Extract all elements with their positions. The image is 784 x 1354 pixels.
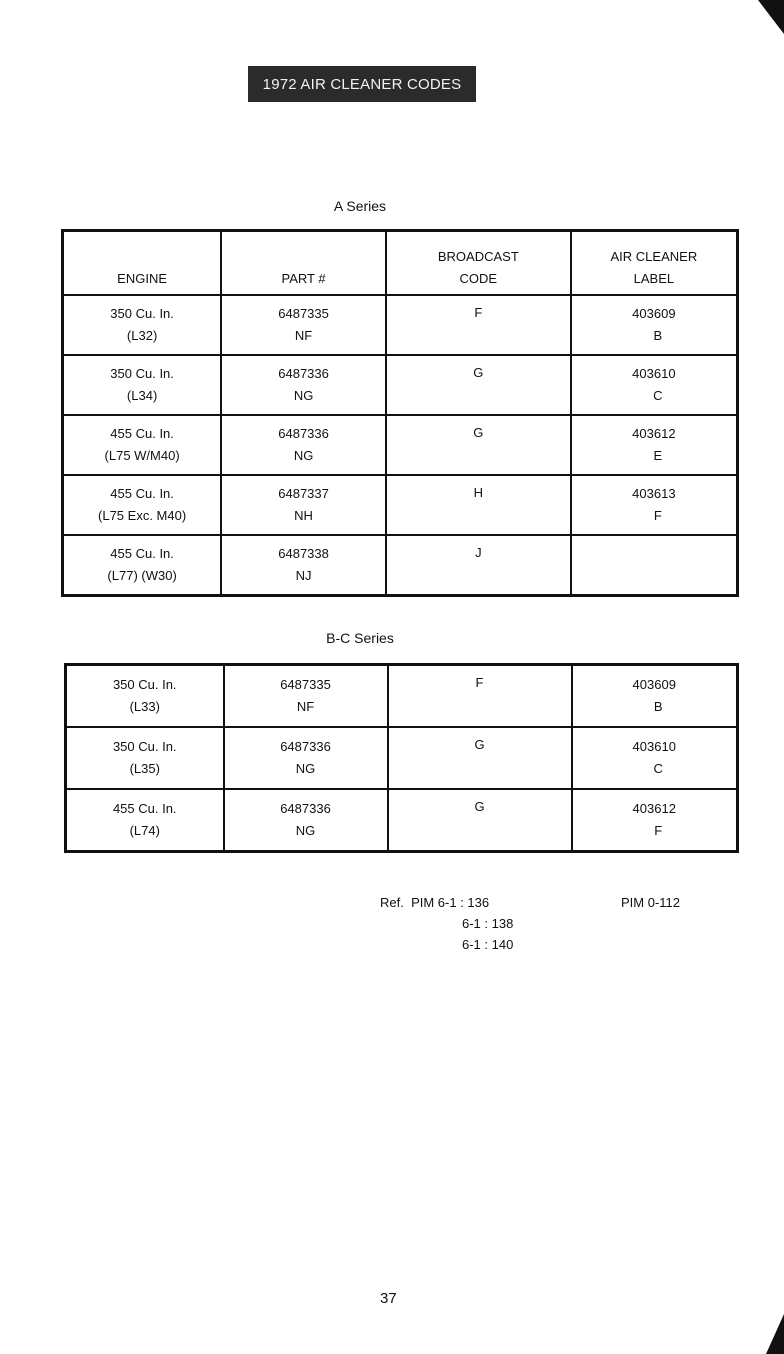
part-cell-line: 6487335	[280, 677, 331, 692]
bc-series-caption: B-C Series	[326, 630, 394, 646]
air-cleaner-label-cell-line: C	[653, 388, 663, 403]
air-cleaner-label-cell-line: 403612	[632, 426, 676, 441]
broadcast-code-cell-line: H	[473, 485, 484, 500]
engine-cell-line: (L75 W/M40)	[104, 448, 180, 463]
part-cell-line: NF	[296, 699, 315, 714]
engine-cell-line: 350 Cu. In.	[112, 739, 177, 754]
part-cell-line: NG	[293, 448, 314, 463]
table-row	[63, 355, 738, 415]
part-cell-line: NH	[294, 508, 313, 523]
broadcast-code-header-line2: CODE	[459, 271, 498, 286]
broadcast-code-cell-line: G	[474, 737, 485, 752]
engine-cell-line: 350 Cu. In.	[112, 677, 177, 692]
table-row	[63, 475, 738, 535]
air-cleaner-label-cell-line: B	[653, 328, 663, 343]
page-corner-bottom-right	[766, 1314, 784, 1354]
part-cell-line: NG	[293, 388, 314, 403]
reference-line: 6-1 : 138	[462, 916, 514, 931]
engine-header-text: ENGINE	[117, 271, 168, 286]
broadcast-code-cell-line: G	[474, 799, 485, 814]
engine-cell-line: 350 Cu. In.	[110, 366, 174, 381]
part-cell	[221, 535, 386, 596]
engine-cell	[63, 535, 222, 596]
engine-cell-line: (L75 Exc. M40)	[98, 508, 187, 523]
air-cleaner-label-cell	[572, 727, 738, 789]
air-cleaner-label-cell-line: F	[654, 823, 663, 838]
air-cleaner-label-header-line1: AIR CLEANER	[610, 249, 698, 264]
engine-cell	[66, 789, 224, 852]
page-corner-top-right	[758, 0, 784, 34]
part-cell-line: 6487336	[278, 426, 329, 441]
engine-cell-line: (L34)	[126, 388, 158, 403]
table-row	[66, 727, 738, 789]
air-cleaner-label-cell-line: E	[653, 448, 663, 463]
air-cleaner-label-cell-line: 403613	[632, 486, 676, 501]
broadcast-code-cell	[386, 355, 571, 415]
part-cell-line: 6487336	[280, 739, 331, 754]
part-cell	[221, 415, 386, 475]
part-header	[221, 231, 386, 296]
broadcast-code-cell-line: F	[474, 305, 483, 320]
air-cleaner-label-cell-line: 403610	[632, 366, 676, 381]
engine-cell-line: (L33)	[129, 699, 160, 714]
page-title: 1972 AIR CLEANER CODES	[248, 66, 476, 102]
air-cleaner-label-cell	[571, 475, 738, 535]
air-cleaner-label-cell-line: 403609	[632, 677, 676, 692]
reference-line: 6-1 : 140	[462, 937, 514, 952]
air-cleaner-label-cell-line: F	[653, 508, 662, 523]
part-cell	[221, 475, 386, 535]
part-cell-line: NF	[294, 328, 313, 343]
broadcast-code-cell-line: J	[475, 545, 482, 560]
broadcast-code-header	[386, 231, 571, 296]
bc-series-table	[64, 663, 739, 853]
air-cleaner-label-cell	[571, 535, 738, 596]
engine-header	[63, 231, 222, 296]
table-row	[63, 295, 738, 355]
reference-line: Ref. PIM 6-1 : 136	[380, 895, 490, 910]
air-cleaner-label-cell	[572, 789, 738, 852]
engine-cell-line: (L77) (W30)	[107, 568, 177, 583]
engine-cell-line: 455 Cu. In.	[110, 426, 174, 441]
a-series-caption: A Series	[333, 198, 387, 214]
a-series-table	[61, 229, 739, 597]
broadcast-code-cell	[386, 535, 571, 596]
engine-cell-line: 455 Cu. In.	[112, 801, 177, 816]
broadcast-code-cell	[386, 415, 571, 475]
engine-cell-line: (L35)	[129, 761, 160, 776]
page-number: 37	[380, 1290, 397, 1307]
broadcast-code-cell	[388, 665, 572, 728]
broadcast-code-cell	[388, 789, 572, 852]
broadcast-code-cell	[386, 295, 571, 355]
engine-cell	[63, 475, 222, 535]
air-cleaner-label-cell-line: 403612	[632, 801, 676, 816]
air-cleaner-label-cell-line: 403610	[632, 739, 676, 754]
air-cleaner-label-cell-line: B	[653, 699, 663, 714]
table-row	[66, 789, 738, 852]
engine-cell-line: 455 Cu. In.	[110, 546, 174, 561]
part-cell-line: NG	[295, 761, 316, 776]
air-cleaner-label-cell-line: C	[653, 761, 663, 776]
table-row	[66, 665, 738, 728]
engine-cell	[66, 665, 224, 728]
engine-cell	[63, 415, 222, 475]
air-cleaner-label-cell	[571, 295, 738, 355]
broadcast-code-cell-line: G	[473, 425, 484, 440]
engine-cell-line: 455 Cu. In.	[110, 486, 174, 501]
broadcast-code-cell	[386, 475, 571, 535]
part-cell-line: 6487336	[278, 366, 329, 381]
broadcast-code-header-line1: BROADCAST	[437, 249, 519, 264]
reference-list	[380, 892, 513, 955]
part-cell	[224, 665, 388, 728]
part-cell-line: 6487337	[278, 486, 329, 501]
air-cleaner-label-header	[571, 231, 738, 296]
part-cell-line: 6487335	[278, 306, 329, 321]
table-row	[63, 535, 738, 596]
air-cleaner-label-cell-line: 403609	[632, 306, 676, 321]
broadcast-code-cell-line: F	[475, 675, 484, 690]
engine-cell-line: (L74)	[129, 823, 160, 838]
air-cleaner-label-cell	[571, 415, 738, 475]
part-cell	[224, 789, 388, 852]
part-header-text: PART #	[281, 271, 326, 286]
part-cell	[221, 295, 386, 355]
engine-cell	[66, 727, 224, 789]
a-series-header-row	[63, 231, 738, 296]
part-cell-line: 6487336	[280, 801, 331, 816]
part-cell	[221, 355, 386, 415]
engine-cell-line: (L32)	[126, 328, 158, 343]
air-cleaner-label-cell	[572, 665, 738, 728]
broadcast-code-cell-line: G	[473, 365, 484, 380]
part-cell-line: NG	[295, 823, 316, 838]
part-cell	[224, 727, 388, 789]
air-cleaner-label-cell	[571, 355, 738, 415]
part-cell-line: NJ	[295, 568, 312, 583]
engine-cell	[63, 295, 222, 355]
engine-cell	[63, 355, 222, 415]
reference-pim: PIM 0-112	[621, 895, 681, 910]
part-cell-line: 6487338	[278, 546, 329, 561]
engine-cell-line: 350 Cu. In.	[110, 306, 174, 321]
table-row	[63, 415, 738, 475]
air-cleaner-label-header-line2: LABEL	[633, 271, 675, 286]
broadcast-code-cell	[388, 727, 572, 789]
